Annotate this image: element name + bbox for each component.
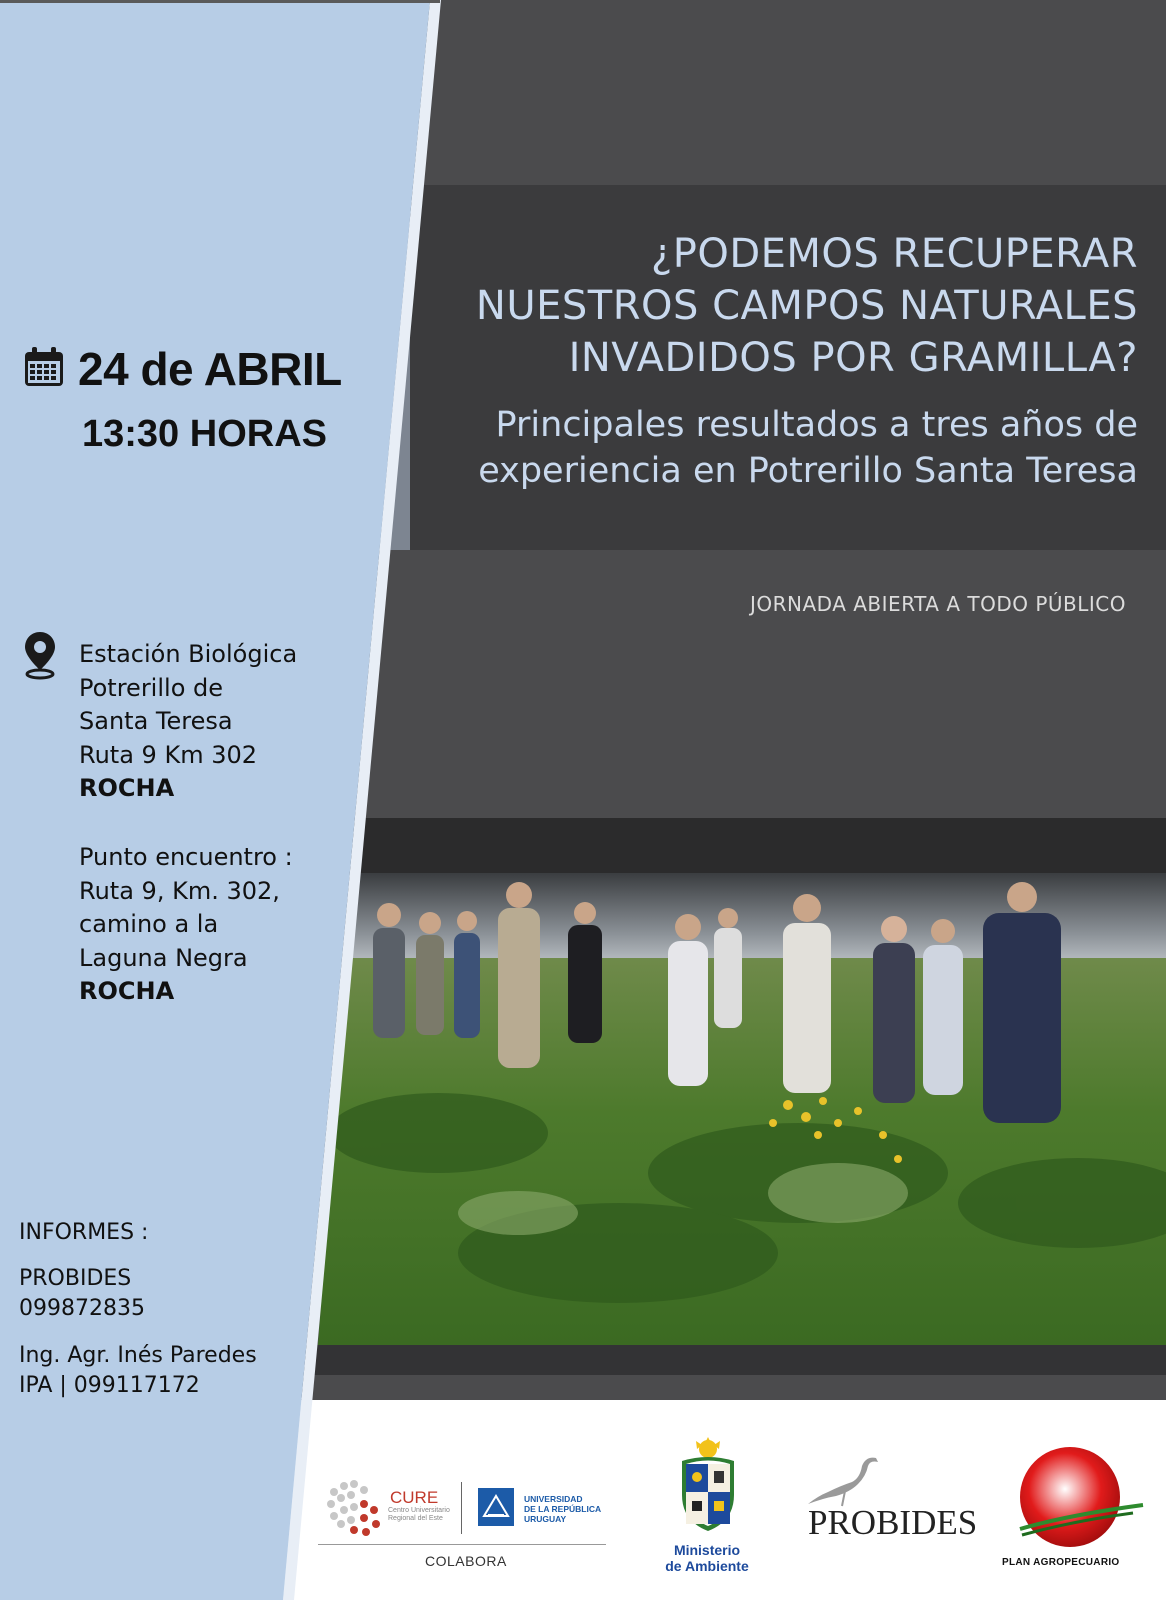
contact-person bbox=[19, 1341, 257, 1401]
cure-logo-mark bbox=[326, 1480, 388, 1540]
contact-heading: INFORMES : bbox=[19, 1220, 149, 1245]
udelar-line: DE LA REPÚBLICA bbox=[524, 1504, 602, 1514]
plan-agropecuario-mark bbox=[1018, 1445, 1148, 1554]
event-title bbox=[418, 228, 1138, 384]
meeting-line: Ruta 9, Km. 302, bbox=[79, 876, 280, 905]
contact-org-name: PROBIDES bbox=[19, 1266, 132, 1291]
cure-logo-subtitle: Centro Universitario Regional del Este bbox=[388, 1507, 450, 1522]
event-date-row bbox=[24, 342, 342, 396]
udelar-line: URUGUAY bbox=[524, 1514, 567, 1524]
field-photo bbox=[318, 873, 1166, 1345]
ministerio-crest bbox=[672, 1437, 744, 1541]
udelar-logo-name bbox=[524, 1494, 604, 1524]
udelar-logo-mark bbox=[478, 1488, 514, 1530]
location-line: Santa Teresa bbox=[79, 707, 233, 735]
ministerio-line: Ministerio bbox=[673, 1542, 741, 1558]
event-time: 13:30 HORAS bbox=[82, 413, 327, 455]
colabora-label: COLABORA bbox=[425, 1553, 507, 1569]
event-title-line: NUESTROS CAMPOS NATURALES bbox=[475, 283, 1138, 329]
ministerio-logo-name bbox=[644, 1542, 770, 1574]
colabora-divider bbox=[318, 1544, 606, 1545]
location-line: Potrerillo de bbox=[79, 673, 223, 702]
logo-divider bbox=[461, 1482, 462, 1534]
contact-org-phone: 099872835 bbox=[19, 1296, 145, 1321]
contact-org bbox=[19, 1264, 145, 1324]
meeting-point bbox=[79, 841, 293, 1009]
meeting-line: camino a la bbox=[79, 910, 219, 938]
photo-frame-top bbox=[340, 818, 1166, 873]
event-subtitle-line: experiencia en Potrerillo Santa Teresa bbox=[478, 451, 1138, 491]
top-border-line bbox=[0, 0, 440, 3]
udelar-line: UNIVERSIDAD bbox=[524, 1494, 583, 1504]
event-date: 24 de ABRIL bbox=[78, 343, 342, 395]
meeting-line: Punto encuentro : bbox=[79, 843, 293, 871]
location-address bbox=[79, 638, 297, 806]
location-city: ROCHA bbox=[79, 774, 175, 802]
plan-agropecuario-name: PLAN AGROPECUARIO bbox=[1002, 1557, 1120, 1568]
meeting-line: Laguna Negra bbox=[79, 943, 248, 972]
contact-person-name: Ing. Agr. Inés Paredes bbox=[19, 1343, 257, 1368]
meeting-city: ROCHA bbox=[79, 977, 175, 1005]
ministerio-line: de Ambiente bbox=[665, 1558, 749, 1574]
event-subtitle-line: Principales resultados a tres años de bbox=[495, 405, 1138, 445]
location-line: Estación Biológica bbox=[79, 640, 298, 668]
event-subtitle bbox=[378, 402, 1138, 494]
event-title-line: ¿PODEMOS RECUPERAR bbox=[650, 231, 1138, 277]
location-pin-icon bbox=[22, 630, 58, 684]
cure-logo-name: CURE bbox=[390, 1488, 439, 1507]
calendar-icon bbox=[24, 346, 64, 392]
contact-person-detail: IPA | 099117172 bbox=[19, 1373, 200, 1398]
probides-logo-name: PROBIDES bbox=[808, 1503, 978, 1542]
event-title-line: INVADIDOS POR GRAMILLA? bbox=[568, 335, 1138, 381]
location-line: Ruta 9 Km 302 bbox=[79, 740, 258, 769]
audience-note: JORNADA ABIERTA A TODO PÚBLICO bbox=[749, 592, 1126, 616]
photo-frame-bottom bbox=[305, 1345, 1166, 1375]
